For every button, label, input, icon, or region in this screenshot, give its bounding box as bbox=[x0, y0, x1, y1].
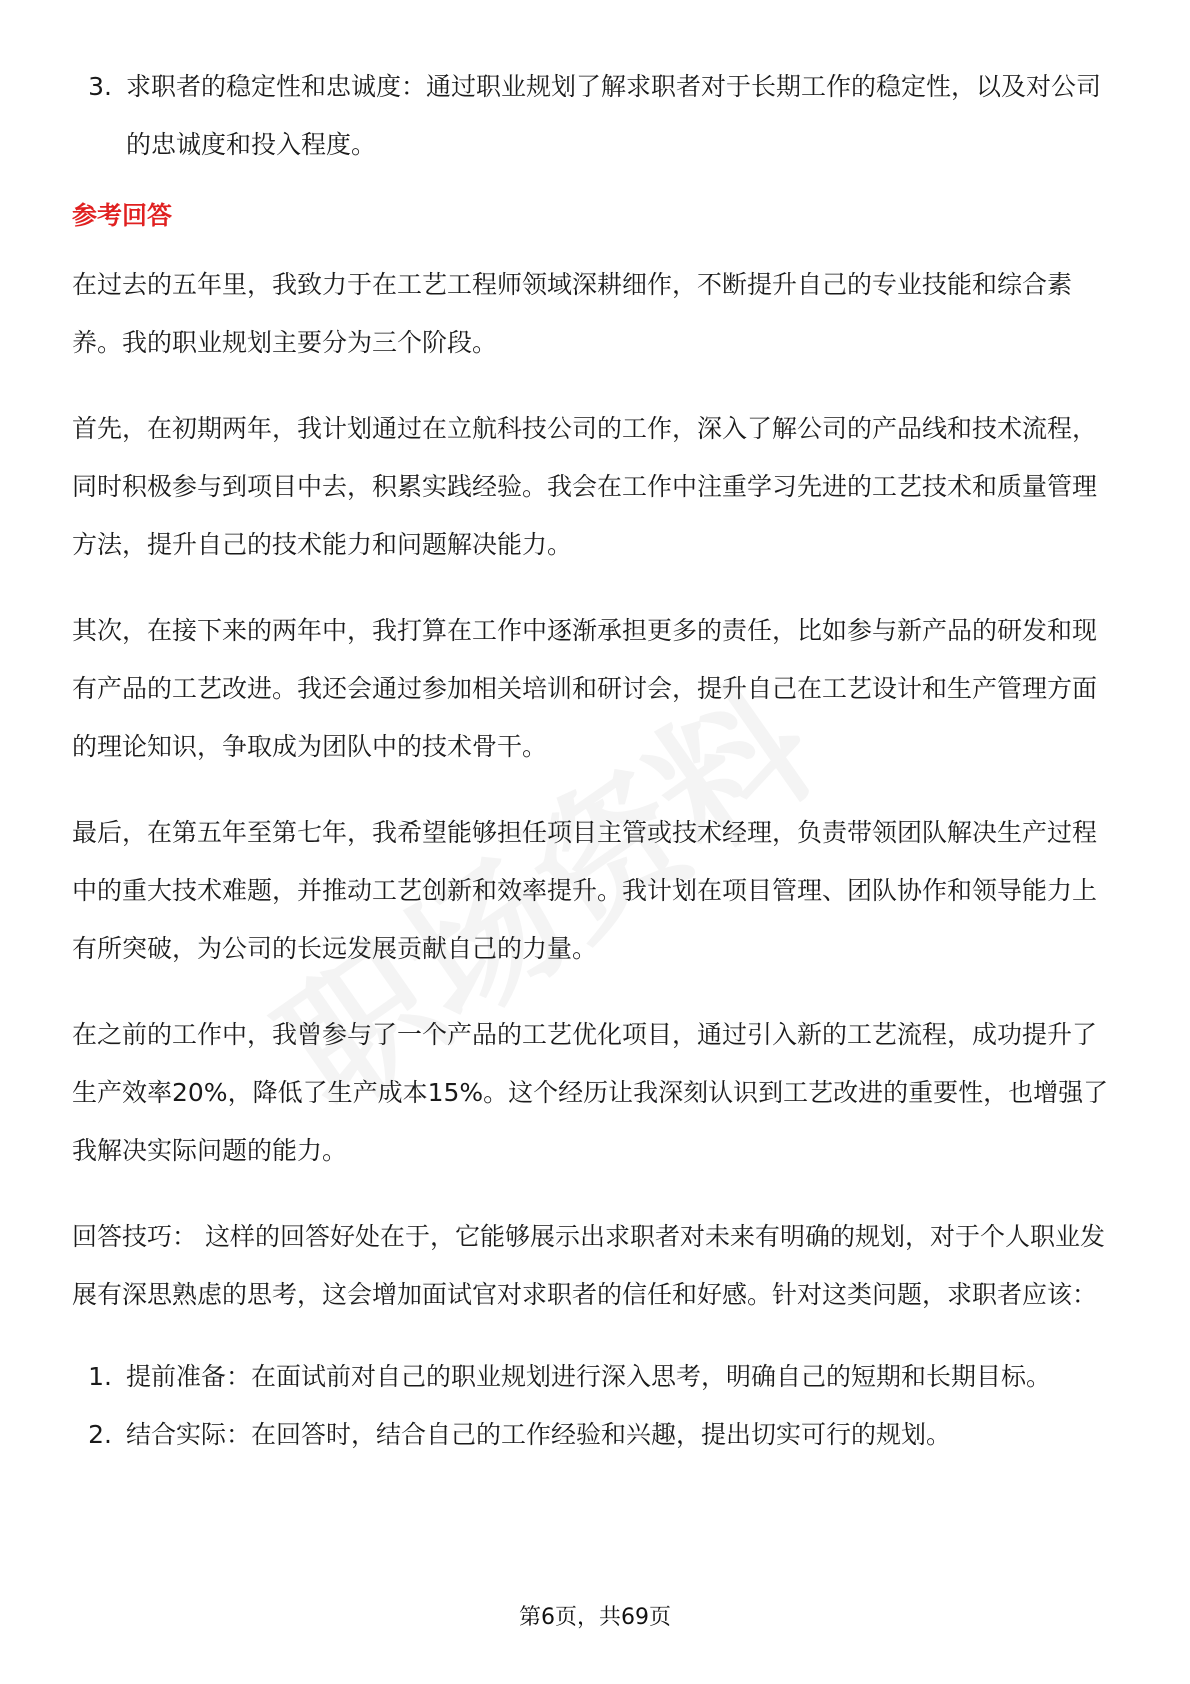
list-text: 求职者的稳定性和忠诚度：通过职业规划了解求职者对于长期工作的稳定性，以及对公司的忠诚度和投入程度。 bbox=[126, 72, 1102, 159]
list-text: 结合实际：在回答时，结合自己的工作经验和兴趣，提出切实可行的规划。 bbox=[126, 1420, 952, 1449]
paragraph: 在过去的五年里，我致力于在工艺工程师领域深耕细作，不断提升自己的专业技能和综合素养。我的职业规划主要分为三个阶段。 bbox=[72, 270, 1073, 357]
paragraph: 在之前的工作中，我曾参与了一个产品的工艺优化项目，通过引入新的工艺流程，成功提升了生产效率20%，降低了生产成本15%。这个经历让我深刻认识到工艺改进的重要性，也增强了我解决实际问题的能力。 bbox=[72, 1020, 1109, 1165]
paragraph: 其次，在接下来的两年中，我打算在工作中逐渐承担更多的责任，比如参与新产品的研发和现有产品的工艺改进。我还会通过参加相关培训和研讨会，提升自己在工艺设计和生产管理方面的理论知识，争取成为团队中的技术骨干。 bbox=[72, 616, 1098, 761]
list-number: 3. bbox=[88, 72, 112, 101]
list-item bbox=[72, 1406, 1118, 1464]
list-number: 1. bbox=[88, 1362, 112, 1391]
list-item bbox=[72, 1348, 1118, 1406]
document-page bbox=[72, 58, 1118, 1464]
list-number: 2. bbox=[88, 1420, 112, 1449]
criteria-list bbox=[72, 58, 1118, 174]
section-heading: 参考回答 bbox=[72, 201, 173, 230]
list-text: 提前准备：在面试前对自己的职业规划进行深入思考，明确自己的短期和长期目标。 bbox=[126, 1362, 1052, 1391]
answer-tips-paragraph: 回答技巧： 这样的回答好处在于，它能够展示出求职者对未来有明确的规划，对于个人职业发展有深思熟虑的思考，这会增加面试官对求职者的信任和好感。针对这类问题，求职者应该： bbox=[72, 1222, 1105, 1309]
page-footer: 第6页，共69页 bbox=[519, 1605, 671, 1630]
tips-list bbox=[72, 1348, 1118, 1464]
paragraph: 首先，在初期两年，我计划通过在立航科技公司的工作，深入了解公司的产品线和技术流程，同时积极参与到项目中去，积累实践经验。我会在工作中注重学习先进的工艺技术和质量管理方法，提升自己的技术能力和问题解决能力。 bbox=[72, 414, 1098, 559]
list-item bbox=[72, 58, 1118, 174]
paragraph: 最后，在第五年至第七年，我希望能够担任项目主管或技术经理，负责带领团队解决生产过程中的重大技术难题，并推动工艺创新和效率提升。我计划在项目管理、团队协作和领导能力上有所突破，为公司的长远发展贡献自己的力量。 bbox=[72, 818, 1098, 963]
